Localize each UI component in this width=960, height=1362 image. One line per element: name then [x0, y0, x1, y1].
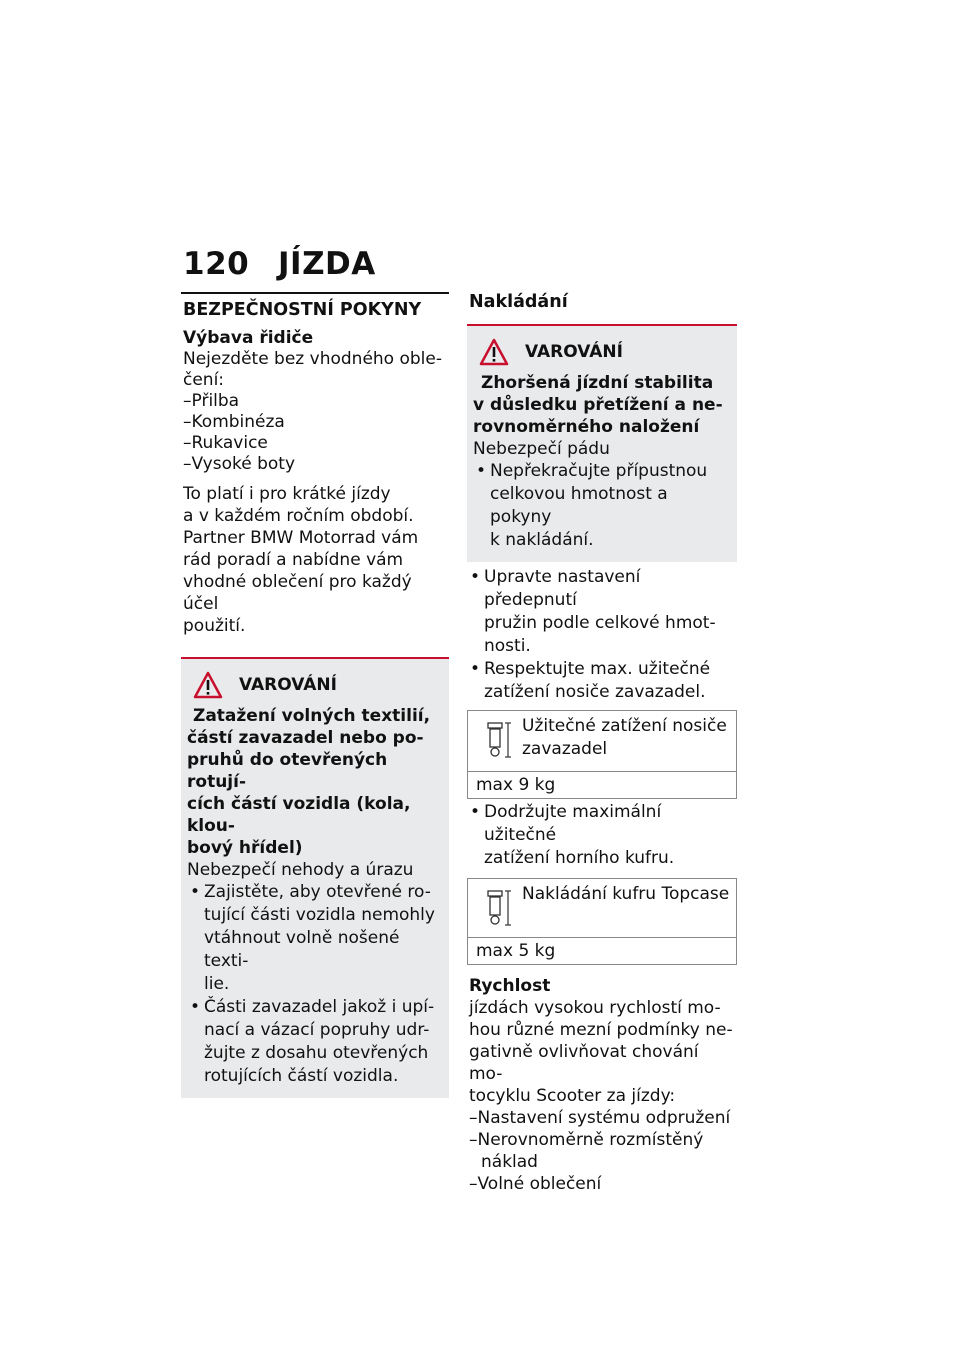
text-line: rád poradí a nabídne vám	[183, 550, 404, 570]
speed-factors-list	[469, 1107, 737, 1195]
speed-paragraph	[469, 997, 737, 1107]
text-line: To platí i pro krátké jízdy	[183, 484, 391, 504]
text-line: čení:	[183, 370, 225, 390]
warning-header	[193, 671, 443, 699]
warning-title	[473, 372, 731, 438]
text-line: Nakládání kufru Topcase	[522, 884, 730, 904]
warning-box	[181, 659, 449, 1098]
spec-header	[468, 711, 736, 771]
text-line: pružin podle celkové hmot-	[484, 613, 716, 633]
list-item	[473, 460, 731, 552]
warning-instructions	[187, 881, 443, 1088]
text-line: Nejezděte bez vhodného oble-	[183, 349, 442, 369]
text-line: Užitečné zatížení nosiče	[522, 716, 727, 736]
list-item	[467, 658, 737, 704]
list-item	[467, 801, 737, 870]
list-item	[187, 881, 443, 996]
text-line: k nakládání.	[490, 530, 594, 550]
text-line: hou různé mezní podmínky ne-	[469, 1020, 733, 1040]
text-line: náklad	[481, 1152, 538, 1172]
text-line: vtáhnout volně nošené texti-	[204, 928, 400, 971]
list-item	[469, 1129, 737, 1173]
text-line: gativně ovlivňovat chování mo-	[469, 1042, 699, 1084]
warning-label: VAROVÁNÍ	[239, 675, 337, 695]
text-line: • Zajistěte, aby otevřené ro-	[204, 882, 431, 902]
text-line: –Nerovnoměrně rozmístěný	[469, 1130, 704, 1150]
text-line: rotujících částí vozidla.	[204, 1066, 399, 1086]
text-line: pruhů do otevřených rotují-	[187, 750, 388, 792]
warning-instructions	[473, 460, 731, 552]
text-line: nosti.	[484, 636, 531, 656]
text-line: celkovou hmotnost a pokyny	[490, 484, 668, 527]
warning-consequence: Nebezpečí pádu	[473, 439, 610, 459]
list-item	[469, 1107, 737, 1129]
warning-label: VAROVÁNÍ	[525, 342, 623, 362]
text-line: lie.	[204, 974, 230, 994]
subsection-title-rider-equipment: Výbava řidiče	[183, 328, 314, 348]
warning-consequence: Nebezpečí nehody a úrazu	[187, 860, 414, 880]
text-line: vhodné oblečení pro každý účel	[183, 572, 412, 614]
page-number: 120	[183, 246, 250, 282]
list-item	[469, 1173, 737, 1195]
list-item: –Přilba	[183, 391, 240, 411]
text-line: bový hřídel)	[187, 838, 303, 858]
text-line: nací a vázací popruhy udr-	[204, 1020, 430, 1040]
text-line: –Nastavení systému odpružení	[469, 1108, 731, 1128]
text-line: použití.	[183, 616, 246, 636]
text-line: Partner BMW Motorrad vám	[183, 528, 419, 548]
text-line: tocyklu Scooter za jízdy:	[469, 1086, 676, 1106]
warning-title	[187, 705, 443, 859]
loading-instructions	[467, 566, 737, 704]
spec-label	[518, 715, 727, 767]
spec-value: max 5 kg	[468, 937, 736, 964]
equipment-list	[183, 391, 449, 475]
spec-box-topcase	[467, 878, 737, 965]
load-weight-icon	[484, 721, 518, 767]
subsection-title-speed: Rychlost	[469, 976, 551, 996]
text-line: a v každém ročním období.	[183, 506, 414, 526]
spec-label	[518, 883, 729, 933]
text-line: • Části zavazadel jakož i upí-	[204, 997, 435, 1017]
load-weight-icon	[484, 889, 518, 933]
text-line: • Dodržujte maximální užitečné	[484, 802, 662, 845]
list-item	[187, 996, 443, 1088]
topcase-instructions	[467, 801, 737, 870]
warning-header	[479, 338, 731, 366]
advice-paragraph	[183, 483, 449, 637]
text-line: žujte z dosahu otevřených	[204, 1043, 429, 1063]
left-column	[181, 292, 449, 1098]
list-item	[467, 566, 737, 658]
warning-triangle-icon	[193, 671, 223, 699]
chapter-title: JÍZDA	[278, 246, 376, 282]
text-line: • Upravte nastavení předepnutí	[484, 567, 641, 610]
section-rule	[181, 292, 449, 294]
text-line: • Nepřekračujte přípustnou	[490, 461, 708, 481]
text-line: cích částí vozidla (kola, klou-	[187, 794, 411, 836]
text-line: jízdách vysokou rychlostí mo-	[469, 998, 721, 1018]
text-line: Zhoršená jízdní stabilita	[481, 373, 714, 393]
spec-value: max 9 kg	[468, 771, 736, 798]
section-title-loading: Nakládání	[469, 292, 568, 312]
text-line: • Respektujte max. užitečné	[484, 659, 711, 679]
text-line: –Volné oblečení	[469, 1174, 602, 1194]
page-header	[183, 246, 376, 282]
text-line: zatížení horního kufru.	[484, 848, 675, 868]
text-line: rovnoměrného naložení	[473, 417, 700, 437]
text-line: v důsledku přetížení a ne-	[473, 395, 723, 415]
text-line: zavazadel	[522, 739, 608, 759]
text-line: Zatažení volných textilií,	[193, 706, 431, 726]
text-line: částí zavazadel nebo po-	[187, 728, 424, 748]
section-title-safety: BEZPEČNOSTNÍ POKYNY	[183, 300, 422, 320]
intro-text	[183, 349, 449, 391]
list-item: –Rukavice	[183, 433, 268, 453]
list-item: –Vysoké boty	[183, 454, 296, 474]
right-column	[467, 292, 737, 1195]
warning-box	[467, 326, 737, 562]
text-line: zatížení nosiče zavazadel.	[484, 682, 706, 702]
text-line: tující části vozidla nemohly	[204, 905, 435, 925]
warning-triangle-icon	[479, 338, 509, 366]
spec-header	[468, 879, 736, 937]
spec-box-luggage-rack	[467, 710, 737, 799]
list-item: –Kombinéza	[183, 412, 285, 432]
